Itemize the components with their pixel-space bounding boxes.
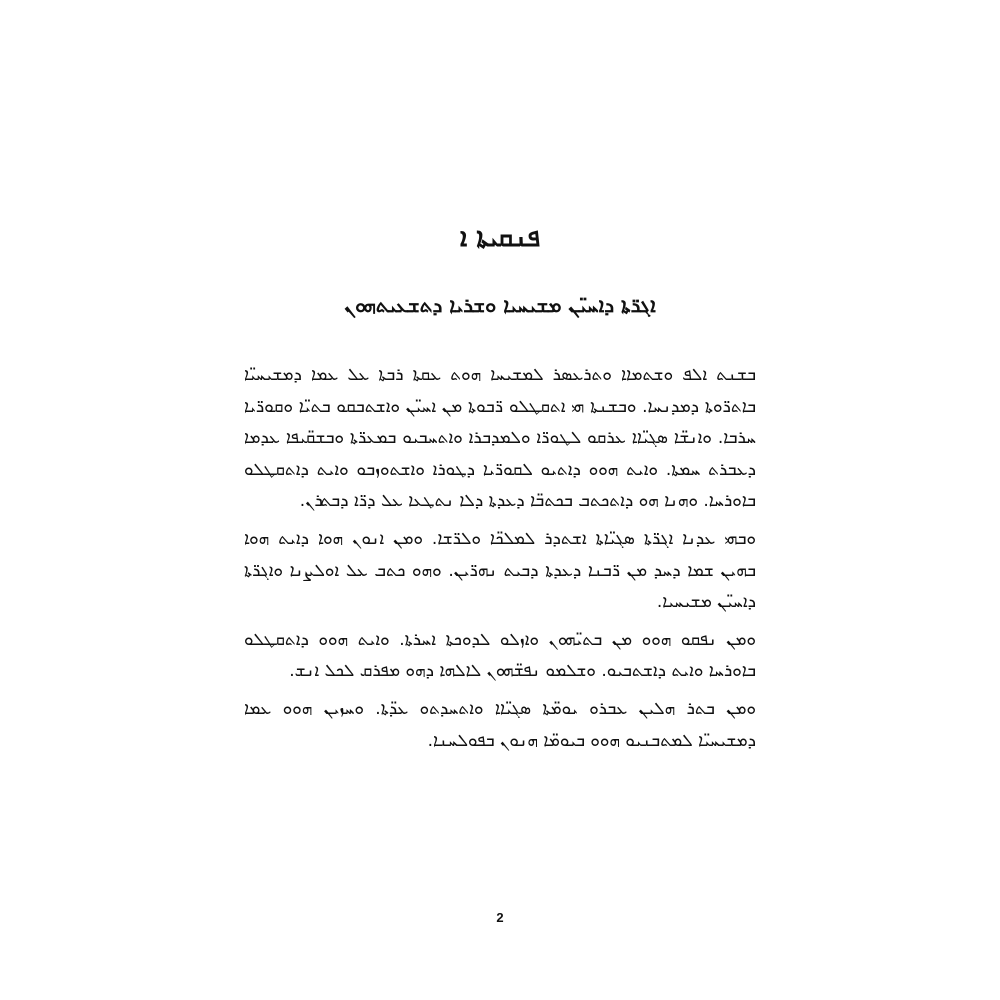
page-number: 2 <box>496 910 504 925</box>
paragraph-1: ܒܫܢܬ ܐܠܦ ܘܫܬܡܐܐ ܘܬܪܥܣܪ ܠܡܫܝܚܐ ܗܘܬ ܥܩܬܐ ܪܒܬܐ ܥܠ ܥܡܐ ܕܡܫܝܚܝ̈ܐ ܒܐܬܪ̈ܘܬܐ ܕܡܕܢܚܐ. ܘܒܫܢܬܐ ܗܝ ܐܬܩܛܠܘ ܪ̈ܒܘܬܐ ܡܢ ܐܚܝ̈ܢ ܘܐܫܬܒܩܘ ܒܬܝ̈ܐ ܘܩܘܪ̈ܝܐ ܚܪܒܐ. ܘܐܢܫ̈ܐ ܣܓܝ̈ܐܐ ܥܪܩܘ ܠܛܘܪ̈ܐ ܘܠܡܕܒܪܐ ܘܐܬܚܒܝܘ ܒܡܥܪ̈ܬܐ ܘܒܫܩ̈ܝܦܐ ܥܕܡܐ ܕܥܒܪܬ ܚܡܬܐ. ܘܐܝܬ ܗܘܘ ܕܐܬܝܘ ܠܩܘܪ̈ܝܐ ܕܛܘܪܐ ܘܐܫܬܘܙܒܘ ܘܐܝܬ ܕܐܬܩܛܠܘ ܒܐܘܪܚܐ. ܘܗܢܐ ܗܘ ܕܐܬܟܬܒ ܒܟܬܒ̈ܐ ܕܥܕܬܐ ܕܠܐ ܢܬܛܥܐ ܥܠ ܕܪ̈ܐ ܕܒܬܪܢ. <box>244 365 756 512</box>
body-text <box>244 360 756 763</box>
paragraph-3: ܘܡܢ ܢܦܩܘ ܗܘܘ ܡܢ ܒܬܝ̈ܗܘܢ ܘܐܙܠܘ ܠܕܘܟܬܐ ܐܚܪܬܐ. ܘܐܝܬ ܗܘܘ ܕܐܬܩܛܠܘ ܒܐܘܪܚܐ ܘܐܝܬ ܕܐܫܬܒܝܘ. ܘܫܠܡܘ ܢܦܫ̈ܗܘܢ ܠܐܠܗܐ ܕܗܘ ܡܦܪܩ ܠܟܠ ܐܢܫ. <box>244 629 756 682</box>
chapter-heading: ܦܢܩܝܬܐ ܐ <box>459 223 541 253</box>
section-subtitle: ܐܓܪ̈ܬܐ ܕܐܚܝ̈ܢ ܡܫܝܚܝܐ ܘܫܪܝܐ ܕܬܫܥܝܬܗܘܢ <box>344 293 656 317</box>
paragraph-4: ܘܡܢ ܒܬܪ ܗܠܝܢ ܥܒܪܘ ܝܘܡ̈ܬܐ ܣܓܝ̈ܐܐ ܘܐܬܚܕܬܘ ܥܕ̈ܬܐ. ܘܚܙܝܢ ܗܘܘ ܥܡܐ ܕܡܫܝܚܝ̈ܐ ܠܡܬܒܢܝܘ ܗܘܘ ܒܝܘܡ̈ܐ ܗܢܘܢ ܒܦܘܠܚܢܐ. <box>244 698 756 751</box>
paragraph-2: ܘܒܗܝ ܥܕܢܐ ܐܓܪ̈ܬܐ ܣܓܝ̈ܐܬܐ ܐܫܬܕܪ ܠܡܠܟ̈ܐ ܘܠܪ̈ܫܐ. ܘܡܢ ܐܢܘܢ ܗܘܐ ܕܐܝܬ ܗܘܐ ܒܗܝܢ ܫܡܐ ܕܚܕ ܡܢ ܪ̈ܒܢܐ ܕܥܕܬܐ ܕܒܝܬ ܢܗܪ̈ܝܢ. ܘܗܘ ܟܬܒ ܥܠ ܐܘܠܨܢܐ ܘܐܓܪ̈ܬܐ ܕܐܚܝ̈ܢ ܡܫܝܚܝܐ. <box>244 528 756 613</box>
